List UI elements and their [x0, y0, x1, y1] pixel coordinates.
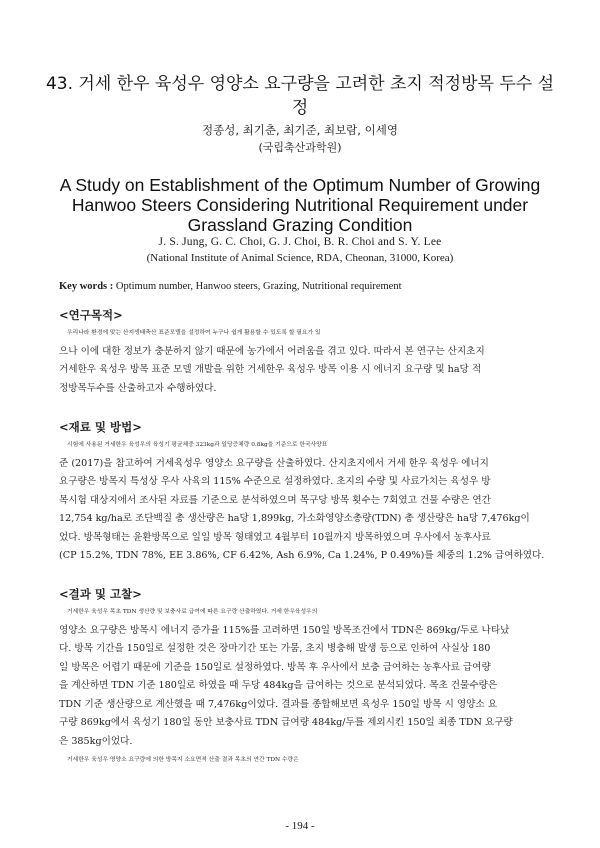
korean-authors: 정종성, 최기춘, 최기준, 최보람, 이세영 [202, 123, 398, 137]
body-line: 거세한우 육성우 목초 TDN 생산량 및 보충사료 급여에 따른 요구량 산출하였다. 거세 한우육성우의 [67, 609, 318, 615]
body-line: TDN 기준 생산량으로 계산했을 때 7,476kg이었다. 결과를 종합해보면 육성우 150일 방목 시 영양소 요 [59, 698, 498, 710]
english-title: A Study on Establishment of the Optimum Number of Growing Hanwoo Steers Considering Nutritional Requirement under Grassland Grazing Condition [59, 175, 541, 235]
english-affiliation: (National Institute of Animal Science, RDA, Cheonan, 31000, Korea) [146, 252, 454, 264]
korean-title: 43. 거세 한우 육성우 영양소 요구량을 고려한 초지 적정방목 두수 설정 [45, 74, 555, 118]
body-line: 준 (2017)을 참고하여 거세육성우 영양소 요구량을 산출하였다. 산지초지에서 거세 한우 육성우 에너지 [59, 457, 489, 469]
keywords-text: Optimum number, Hanwoo steers, Grazing, Nutritional requirement [115, 281, 402, 292]
body-line: 구량 869kg에서 육성기 180일 동안 보충사료 TDN 급여량 484kg/두를 제외시킨 150일 최종 TDN 요구량 [59, 717, 513, 728]
section-body-methods [59, 436, 544, 566]
body-line: 요구량은 방목지 특성상 우사 사육의 115% 수준으로 설정하였다. 초지의 수량 및 사료가치는 육성우 방 [59, 476, 491, 487]
body-line: 거세한우 육성우 방목 표준 모델 개발을 위한 거세한우 육성우 방목 이용 시 에너지 요구량 및 ha당 적 [59, 364, 482, 375]
body-line: 정방목두수를 산출하고자 수행하였다. [59, 382, 217, 394]
body-line: 은 385kg이었다. [59, 735, 133, 747]
body-line: 을 계산하면 TDN 기준 180일로 하였을 때 두당 484kg을 급여하는 것으로 분석되었다. 목초 건물수량은 [59, 680, 498, 691]
section-heading-methods: <재료 및 방법> [59, 420, 142, 434]
body-line: 었다. 방목형태는 윤환방목으로 일일 방목 형태였고 4월부터 10월까지 방목하였으며 우사에서 농후사료 [59, 531, 491, 543]
section-heading-purpose: <연구목적> [59, 308, 123, 322]
page-number: - 194 - [285, 820, 315, 832]
english-authors: J. S. Jung, G. C. Choi, G. J. Choi, B. R. Choi and S. Y. Lee [158, 236, 442, 248]
body-line: 시험에 사용된 거세한우 육성우의 육성기 평균체중 323kg과 일당증체량 0.8kg을 기준으로 한국사양표 [67, 442, 328, 448]
body-line: 일 방목은 어렵기 때문에 기준을 150일로 설정하였다. 방목 후 우사에서 보충 급여하는 농후사료 급여량 [59, 661, 491, 673]
section-body-purpose [59, 324, 544, 398]
body-line: 다. 방목 기간을 150일로 설정한 것은 장마기간 또는 가뭄, 초지 병충해 발생 등으로 인하여 사실상 180 [59, 643, 491, 654]
section-heading-results: <결과 및 고찰> [59, 587, 142, 601]
body-line: (CP 15.2%, TDN 78%, EE 3.86%, CF 6.42%, Ash 6.9%, Ca 1.24%, P 0.49%)를 체중의 1.2% 급여하였다. [59, 550, 545, 561]
body-line: 우리나라 환경에 맞는 산지생태축산 표준모델을 설정하여 누구나 쉽게 활용할 수 있도록 할 필요가 있 [67, 330, 321, 336]
body-line: 12,754 kg/ha로 조단백질 총 생산량은 ha당 1,899kg, 가소화영양소총량(TDN) 총 생산량은 ha당 7,476kg이 [59, 513, 530, 524]
body-line: 영양소 요구량은 방목시 에너지 증가율 115%를 고려하면 150일 방목조건에서 TDN은 869kg/두로 나타났 [59, 624, 510, 636]
body-line: 거세한우 육성우 영양소 요구량에 의한 방목지 소요면적 산출 결과 목초의 연간 TDN 수량은 [67, 757, 299, 763]
section-body-results [59, 603, 544, 770]
keywords-line [59, 280, 402, 294]
keywords-label: Key words : [59, 281, 114, 292]
body-line: 으나 이에 대한 정보가 충분하지 않기 때문에 농가에서 어려움을 겪고 있다. 따라서 본 연구는 산지초지 [59, 345, 485, 357]
korean-affiliation: (국립축산과학원) [258, 141, 342, 154]
body-line: 목시험 대상지에서 조사된 자료를 기준으로 분석하였으며 목구당 방목 횟수는 7회였고 건물 수량은 연간 [59, 494, 491, 506]
